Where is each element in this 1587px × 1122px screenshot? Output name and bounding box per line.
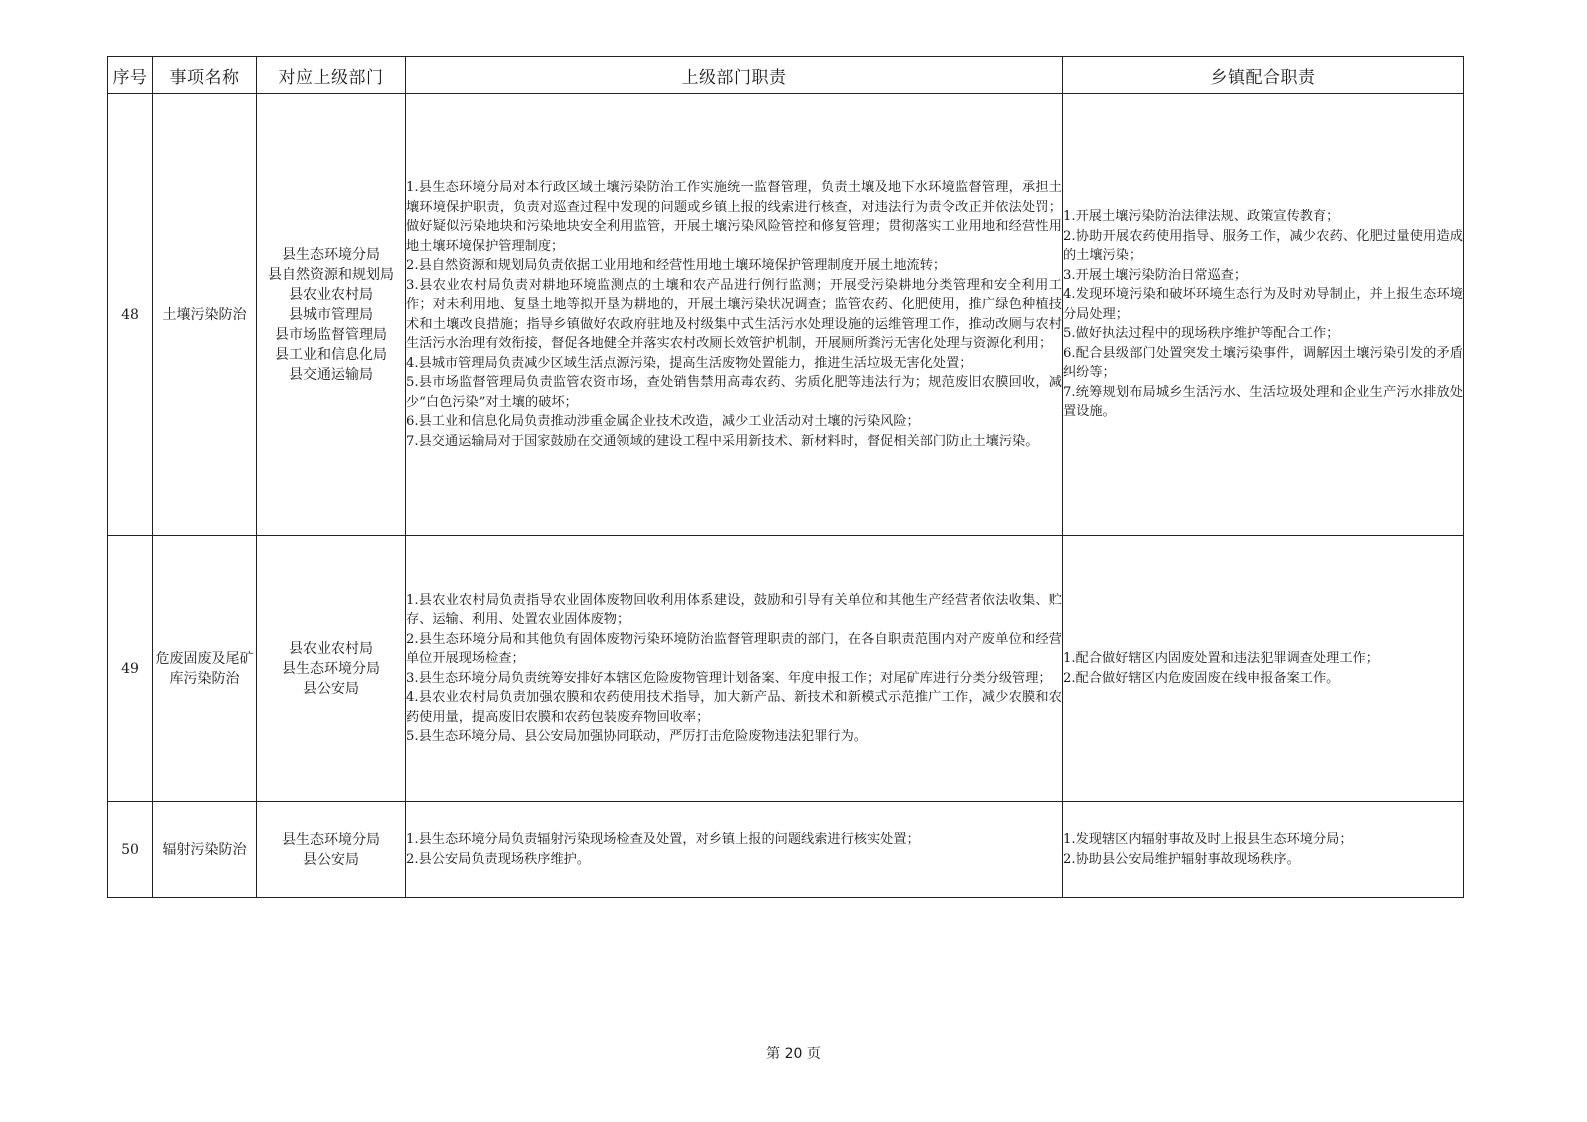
header-upper-duties: 上级部门职责 bbox=[406, 57, 1063, 94]
duty-line: 2.配合做好辖区内危废固废在线申报备案工作。 bbox=[1063, 670, 1340, 686]
department-item: 县生态环境分局 bbox=[282, 660, 380, 677]
department-item: 县交通运输局 bbox=[289, 366, 373, 383]
department-item: 县农业农村局 bbox=[289, 286, 373, 303]
town-duties-cell bbox=[1063, 94, 1464, 536]
duty-line: 2.协助开展农药使用指导、服务工作，减少农药、化肥过量使用造成的土壤污染； bbox=[1063, 228, 1463, 264]
table-row bbox=[108, 536, 1464, 802]
duty-line: 7.县交通运输局对于国家鼓励在交通领域的建设工程中采用新技术、新材料时，督促相关部门防止土壤污染。 bbox=[406, 433, 1039, 449]
table-row bbox=[108, 94, 1464, 536]
department-item: 县公安局 bbox=[303, 851, 359, 868]
duty-line: 1.开展土壤污染防治法律法规、政策宣传教育； bbox=[1063, 209, 1340, 225]
header-upper-department: 对应上级部门 bbox=[257, 57, 406, 94]
item-name: 危废固废及尾矿库污染防治 bbox=[153, 536, 257, 802]
duty-line: 6.配合县级部门处置突发土壤污染事件，调解因土壤污染引发的矛盾纠纷等； bbox=[1063, 345, 1463, 381]
duty-line: 1.配合做好辖区内固废处置和违法犯罪调查处理工作； bbox=[1063, 651, 1379, 666]
department-list bbox=[257, 94, 406, 536]
department-list bbox=[257, 802, 406, 898]
duty-line: 5.县市场监督管理局负责监管农资市场，查处销售禁用高毒农药、劣质化肥等违法行为；规范废旧农膜回收，减少“白色污染”对土壤的破坏； bbox=[406, 375, 1062, 410]
duty-line: 3.开展土壤污染防治日常巡查； bbox=[1063, 267, 1248, 283]
header-item-name: 事项名称 bbox=[153, 57, 257, 94]
duty-line: 6.县工业和信息化局负责推动涉重金属企业技术改造，减少工业活动对土壤的污染风险； bbox=[406, 414, 920, 429]
row-number: 49 bbox=[108, 536, 153, 802]
upper-duties-cell bbox=[406, 94, 1063, 536]
department-item: 县农业农村局 bbox=[289, 640, 373, 657]
duty-line: 5.做好执法过程中的现场秩序维护等配合工作； bbox=[1063, 326, 1340, 342]
item-name: 辐射污染防治 bbox=[153, 802, 257, 898]
duty-line: 2.县公安局负责现场秩序维护。 bbox=[406, 851, 591, 867]
department-item: 县城市管理局 bbox=[289, 306, 373, 323]
row-number: 50 bbox=[108, 802, 153, 898]
duty-line: 4.发现环境污染和破坏环境生态行为及时劝导制止，并上报生态环境分局处理； bbox=[1063, 287, 1463, 322]
department-item: 县工业和信息化局 bbox=[275, 346, 387, 363]
page-number: 第 20 页 bbox=[766, 1046, 821, 1062]
row-number: 48 bbox=[108, 94, 153, 536]
header-town-duties: 乡镇配合职责 bbox=[1063, 57, 1464, 94]
department-item: 县自然资源和规划局 bbox=[268, 266, 394, 283]
duty-line: 1.县农业农村局负责指导农业固体废物回收利用体系建设，鼓励和引导有关单位和其他生产经营者依法收集、贮存、运输、利用、处置农业固体废物； bbox=[406, 592, 1062, 627]
duty-line: 7.统筹规划布局城乡生活污水、生活垃圾处理和企业生产污水排放处置设施。 bbox=[1063, 384, 1463, 420]
duty-line: 3.县生态环境分局负责统筹安排好本辖区危险废物管理计划备案、年度申报工作；对尾矿库进行分类分级管理； bbox=[406, 670, 1052, 686]
responsibility-table bbox=[107, 56, 1464, 898]
duty-line: 2.协助县公安局维护辐射事故现场秩序。 bbox=[1063, 851, 1300, 867]
header-serial: 序号 bbox=[108, 57, 153, 94]
department-item: 县生态环境分局 bbox=[282, 246, 380, 263]
duty-line: 1.县生态环境分局对本行政区域土壤污染防治工作实施统一监督管理，负责土壤及地下水环境监督管理，承担土壤环境保护职责，负责对巡查过程中发现的问题或乡镇上报的线索进行核查，对违法行为责令改正并依法处罚；做好疑似污染地块和污染地块安全利用监管，开展土壤污染风险管控和修复管理；贯彻落实工业用地和经营性用地土壤环境保护管理制度； bbox=[406, 180, 1062, 254]
table-row bbox=[108, 802, 1464, 898]
department-item: 县市场监督管理局 bbox=[275, 326, 387, 343]
duty-line: 4.县城市管理局负责减少区域生活点源污染，提高生活废物处置能力，推进生活垃圾无害化处置； bbox=[406, 355, 973, 371]
duty-line: 5.县生态环境分局、县公安局加强协同联动，严厉打击危险废物违法犯罪行为。 bbox=[406, 729, 867, 744]
duty-line: 3.县农业农村局负责对耕地环境监测点的土壤和农产品进行例行监测；开展受污染耕地分类管理和安全利用工作；对未利用地、复垦土地等拟开垦为耕地的，开展土壤污染状况调查；监管农药、化肥使用，推广绿色种植技术和土壤改良措施；指导乡镇做好农政府驻地及村级集中式生活污水处理设施的运维管理工作，推动改厕与农村生活污水治理有效衔接，督促各地健全并落实农村改厕长效管护机制，开展厕所粪污无害化处理与资源化利用； bbox=[406, 277, 1062, 351]
item-name: 土壤污染防治 bbox=[153, 94, 257, 536]
duty-line: 2.县自然资源和规划局负责依据工业用地和经营性用地土壤环境保护管理制度开展土地流转； bbox=[406, 258, 947, 273]
upper-duties-cell bbox=[406, 536, 1063, 802]
duty-line: 1.县生态环境分局负责辐射污染现场检查及处置，对乡镇上报的问题线索进行核实处置； bbox=[406, 832, 920, 847]
table-header-row bbox=[108, 57, 1464, 94]
upper-duties-cell bbox=[406, 802, 1063, 898]
duty-line: 1.发现辖区内辐射事故及时上报县生态环境分局； bbox=[1063, 832, 1353, 847]
department-item: 县生态环境分局 bbox=[282, 831, 380, 848]
town-duties-cell bbox=[1063, 802, 1464, 898]
duty-line: 4.县农业农村局负责加强农膜和农药使用技术指导，加大新产品、新技术和新模式示范推广工作，减少农膜和农药使用量，提高废旧农膜和农药包装废弃物回收率； bbox=[406, 690, 1062, 725]
department-item: 县公安局 bbox=[303, 680, 359, 697]
town-duties-cell bbox=[1063, 536, 1464, 802]
department-list bbox=[257, 536, 406, 802]
duty-line: 2.县生态环境分局和其他负有固体废物污染环境防治监督管理职责的部门，在各自职责范围内对产废单位和经营单位开展现场检查； bbox=[406, 631, 1062, 666]
